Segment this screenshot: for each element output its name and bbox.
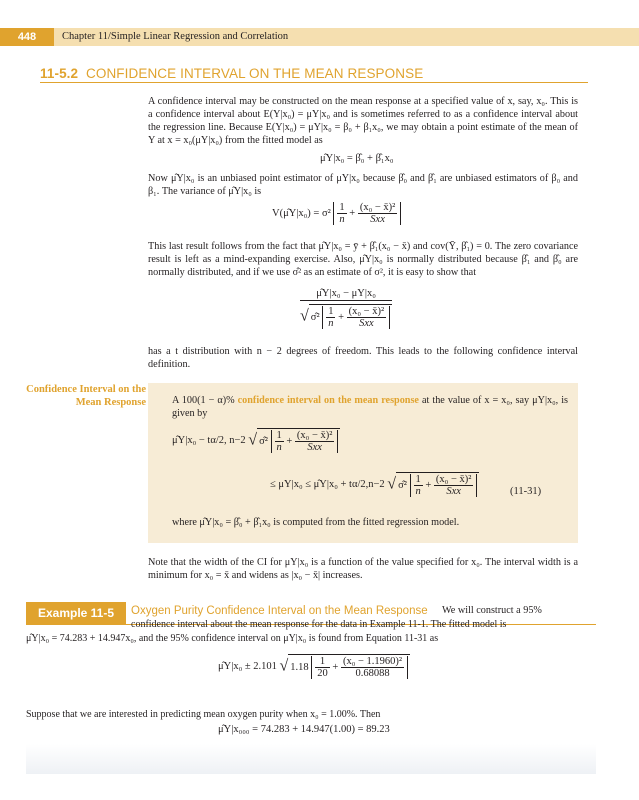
frac-den: n <box>339 214 345 225</box>
upper-frac-1n <box>414 474 423 497</box>
radical-sign: √ <box>279 657 289 675</box>
upper-frac-sxx <box>434 474 473 497</box>
section-number: 11-5.2 <box>40 66 79 81</box>
frac-den: Sxx <box>446 486 461 497</box>
example-final-equation: μ̂Y|x₀₀₀ = 74.283 + 14.947(1.00) = 89.23 <box>218 724 390 735</box>
example-tag: Example 11-5 <box>26 602 126 624</box>
frac-den: 20 <box>317 668 328 679</box>
frac-den: n <box>276 442 282 453</box>
definition-intro <box>172 394 568 420</box>
plus-sign: + <box>425 479 432 491</box>
frac-num: (x₀ − x̄)² <box>296 430 333 441</box>
margin-label: Confidence Interval on the Mean Response <box>26 384 146 408</box>
sigma-hat-squared: σ̂² <box>259 435 268 447</box>
example-shade <box>26 744 596 774</box>
frac-den: n <box>328 318 334 329</box>
example-s-value: 1.18 <box>290 661 309 673</box>
frac-num: 1 <box>328 306 334 317</box>
frac-den: 0.68088 <box>355 668 390 679</box>
radical-sign: √ <box>387 475 397 493</box>
variance-bracket <box>333 202 401 225</box>
t-frac-1n <box>326 306 335 329</box>
paragraph-unbiased: Now μ̂Y|x₀ is an unbiased point estimator of μY|x₀ because β̂₀ and β̂₁ are unbiased estimators of β₀ and β₁. The variance of μ̂Y|x₀ is <box>148 173 578 197</box>
lower-bound-lhs: μ̂Y|x₀ − tα/2, n−2 <box>172 434 246 446</box>
lower-frac-sxx <box>295 430 334 453</box>
paragraph-normality: This last result follows from the fact that μ̂Y|x₀ = ȳ + β̂₁(x₀ − x̄) and cov(Ȳ, β̂₁) = 0. The zero covariance result is left as a mind-expanding exercise. Also, μ̂Y|x₀ is normally distributed because β̂₁ and β̂₀ are normally distributed, and if we use σ̂² as an estimate of σ², it is easy to show that <box>148 241 578 278</box>
page-number: 448 <box>0 28 54 46</box>
variance-frac-sxx <box>358 202 397 225</box>
section-title: CONFIDENCE INTERVAL ON THE MEAN RESPONSE <box>86 66 424 81</box>
frac-num: 1 <box>315 656 330 668</box>
example-text-line2: confidence interval about the mean response for the data in Example 11-1. The fitted model is <box>131 619 507 630</box>
example-bracket <box>311 656 408 679</box>
chapter-title: Chapter 11/Simple Linear Regression and Correlation <box>62 31 289 42</box>
frac-num: (x₀ − x̄)² <box>348 306 385 317</box>
t-bracket <box>322 306 390 329</box>
paragraph-intro: A confidence interval may be constructed on the mean response at a specified value of x, say, x₀. This is a confidence interval about E(Y|x₀) = μY|x₀ and is sometimes referred to as a confidence interval about the regression line. Because E(Y|x₀) = μY|x₀ = β₀ + β₁x₀, we may obtain a point estimate of the mean of Y at x = x₀(μY|x₀) from the fitted model as <box>148 96 578 146</box>
lower-bracket <box>271 430 339 453</box>
lower-sqrt <box>257 428 340 453</box>
definition-term: confidence interval on the mean response <box>237 395 419 406</box>
definition-text: A 100(1 − α)% <box>172 395 235 406</box>
example-eq-lhs: μ̂Y|x₀ ± 2.101 <box>218 660 277 672</box>
frac-num: 1 <box>339 202 345 213</box>
example-text-line1: We will construct a 95% <box>442 605 542 616</box>
upper-bound-lhs: ≤ μY|x₀ ≤ μ̂Y|x₀ + tα/2,n−2 <box>270 478 385 490</box>
frac-num: (x₀ − 1.1960)² <box>342 656 403 667</box>
radical-sign: √ <box>248 431 258 449</box>
sigma-hat-squared: σ̂² <box>310 311 320 323</box>
definition-upper-bound <box>270 472 479 497</box>
equation-point-estimate: μ̂Y|x₀ = β̂₀ + β̂₁x₀ <box>320 153 394 164</box>
variance-lhs: V(μ̂Y|x₀) = σ² <box>272 207 331 219</box>
radical-sign: √ <box>300 307 309 325</box>
plus-sign: + <box>332 661 339 673</box>
frac-den: Sxx <box>370 214 385 225</box>
upper-bracket <box>410 474 478 497</box>
example-equation <box>218 654 410 679</box>
upper-sqrt <box>396 472 479 497</box>
frac-den: n <box>415 486 421 497</box>
definition-lower-bound <box>172 428 340 453</box>
section-heading <box>40 66 423 81</box>
plus-sign: + <box>286 435 293 447</box>
frac-den: Sxx <box>307 442 322 453</box>
definition-where: where μ̂Y|x₀ = β̂₀ + β̂₁x₀ is computed from the fitted regression model. <box>172 517 460 528</box>
example-sqrt <box>288 654 410 679</box>
definition-text: at the value of x = x₀, say μY|x₀, is given by <box>172 395 569 419</box>
paragraph-note: Note that the width of the CI for μY|x₀ is a function of the value specified for x₀. The interval width is a minimum for x₀ = x̄ and widens as |x₀ − x̄| increases. <box>148 557 578 581</box>
plus-sign: + <box>338 311 345 323</box>
t-frac-sxx <box>347 306 386 329</box>
frac-num: 1 <box>276 430 282 441</box>
equation-t-statistic <box>300 288 392 329</box>
lower-frac-1n <box>275 430 284 453</box>
t-sqrt <box>309 304 392 329</box>
paragraph-t-distribution: has a t distribution with n − 2 degrees of freedom. This leads to the following confidence interval definition. <box>148 346 578 370</box>
t-numerator: μ̂Y|x₀ − μY|x₀ <box>300 288 392 301</box>
frac-num: (x₀ − x̄)² <box>435 474 472 485</box>
t-denominator <box>300 304 392 329</box>
example-text-line4: Suppose that we are interested in predicting mean oxygen purity when x₀ = 1.00%. Then <box>26 709 381 720</box>
sigma-hat-squared: σ̂² <box>398 479 407 491</box>
equation-number: (11-31) <box>510 486 542 497</box>
frac-num: 1 <box>415 474 421 485</box>
example-title: Oxygen Purity Confidence Interval on the Mean Response <box>131 605 428 617</box>
equation-variance <box>272 202 401 225</box>
frac-den: Sxx <box>359 318 374 329</box>
variance-frac-1n <box>337 202 346 225</box>
frac-num: (x₀ − x̄)² <box>359 202 396 213</box>
example-text-line3: μ̂Y|x₀ = 74.283 + 14.947x₀, and the 95% confidence interval on μY|x₀ is found from Equation 11-31 as <box>26 633 439 644</box>
plus-sign: + <box>349 207 356 219</box>
example-frac-1n <box>315 656 330 679</box>
section-rule <box>40 82 588 83</box>
example-frac-sxx <box>341 656 404 679</box>
